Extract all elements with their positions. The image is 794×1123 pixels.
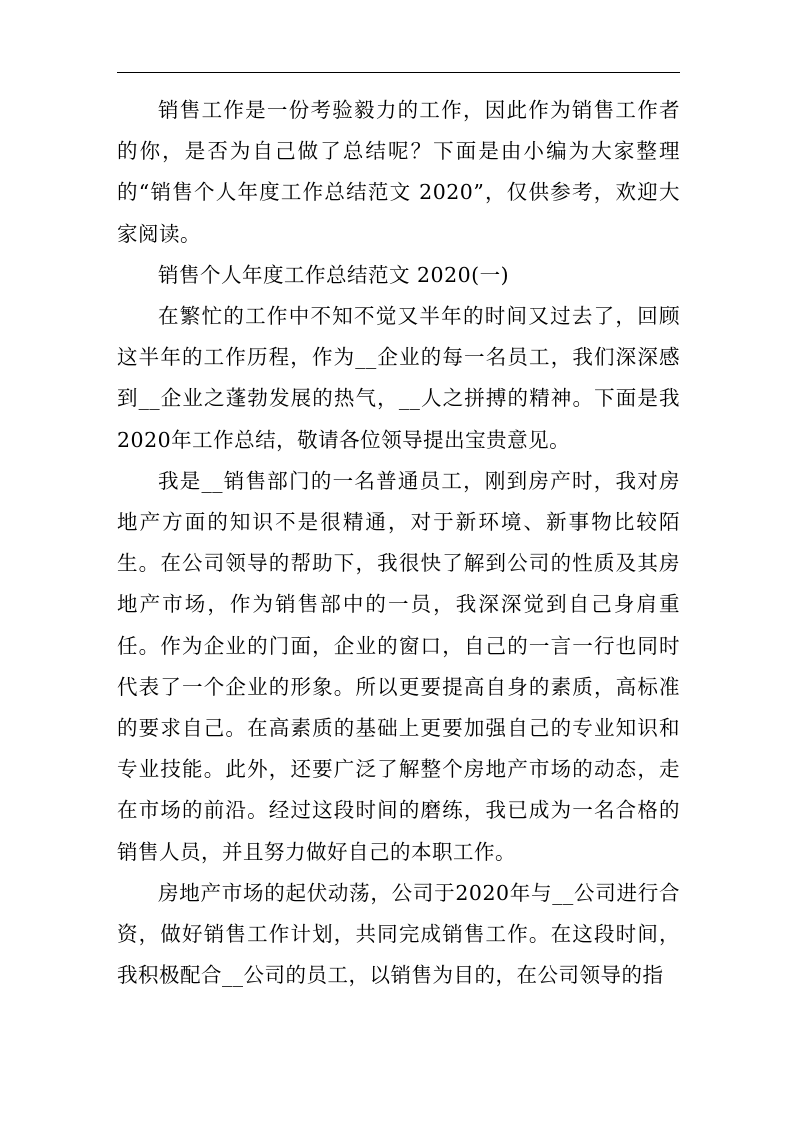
body-paragraph-2: 我是__销售部门的一名普通员工，刚到房产时，我对房地产方面的知识不是很精通，对于新环境、新事物比较陌生。在公司领导的帮助下，我很快了解到公司的性质及其房地产市场，作为销售部中的一员，我深深觉到自己身肩重任。作为企业的门面，企业的窗口，自己的一言一行也同时代表了一个企业的形象。所以更要提高自身的素质，高标准的要求自己。在高素质的基础上更要加强自己的专业知识和专业技能。此外，还要广泛了解整个房地产市场的动态，走在市场的前沿。经过这段时间的磨练，我已成为一名合格的销售人员，并且努力做好自己的本职工作。 [117,468,680,864]
section-heading: 销售个人年度工作总结范文 2020(一) [158,262,510,287]
document-body [117,90,680,996]
header-rule [117,72,680,73]
body-paragraph-3: 房地产市场的起伏动荡，公司于2020年与__公司进行合资，做好销售工作计划，共同完成销售工作。在这段时间，我积极配合__公司的员工，以销售为目的，在公司领导的指 [117,880,680,988]
intro-paragraph: 销售工作是一份考验毅力的工作，因此作为销售工作者的你，是否为自己做了总结呢？下面是由小编为大家整理的“销售个人年度工作总结范文 2020”，仅供参考，欢迎大家阅读。 [117,98,680,246]
body-paragraph-1: 在繁忙的工作中不知不觉又半年的时间又过去了，回顾这半年的工作历程，作为__企业的每一名员工，我们深深感到__企业之蓬勃发展的热气，__人之拼搏的精神。下面是我2020年工作总结，敬请各位领导提出宝贵意见。 [117,304,680,452]
